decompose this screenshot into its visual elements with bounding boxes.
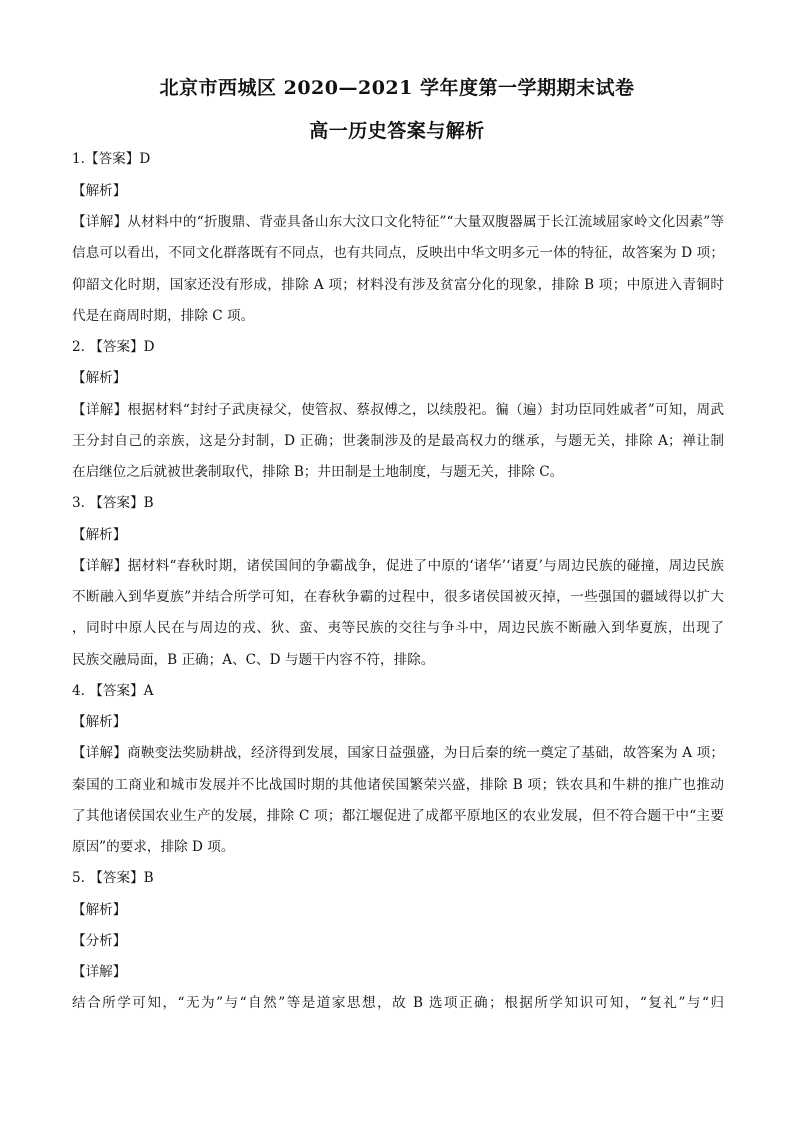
paragraph-line: 【详解】从材料中的“折腹鼎、背壶具备山东大汶口文化特征”“大量双腹器属于长江流域屈家岭文化因素”等 — [72, 214, 724, 230]
analysis-heading: 【解析】 — [72, 183, 127, 199]
paragraph-line: 秦国的工商业和城市发展并不比战国时期的其他诸侯国繁荣兴盛，排除 B 项；铁农具和牛耕的推广也推动 — [72, 777, 724, 793]
paragraph-line: 【详解】根据材料“封纣子武庚禄父，使管叔、蔡叔傅之，以续殷祀。徧（遍）封功臣同姓戚者”可知，周武 — [72, 402, 724, 418]
paragraph-line: ，同时中原人民在与周边的戎、狄、蛮、夷等民族的交往与争斗中，周边民族不断融入到华夏族，出现了 — [72, 620, 724, 636]
analysis-heading: 【详解】 — [72, 964, 127, 980]
paragraph-line: 【详解】商鞅变法奖励耕战，经济得到发展，国家日益强盛，为日后秦的统一奠定了基础，故答案为 A 项； — [72, 745, 724, 761]
paragraph-line: 不断融入到华夏族”并结合所学可知，在春秋争霸的过程中，很多诸侯国被灭掉，一些强国的疆域得以扩大 — [72, 589, 724, 605]
answer-1-label: 1.【答案】D — [72, 151, 151, 167]
answer-4-label: 4. 【答案】A — [72, 683, 154, 699]
paragraph-line: 原因”的要求，排除 D 项。 — [72, 839, 235, 855]
analysis-heading: 【分析】 — [72, 933, 127, 949]
answer-5-label: 5. 【答案】B — [72, 870, 154, 886]
document-subtitle: 高一历史答案与解析 — [309, 120, 485, 142]
answer-3-label: 3. 【答案】B — [72, 495, 154, 511]
document-title: 北京市西城区 2020—2021 学年度第一学期期末试卷 — [159, 77, 635, 99]
paragraph-line: 仰韶文化时期，国家还没有形成，排除 A 项；材料没有涉及贫富分化的现象，排除 B 项；中原进入青铜时 — [72, 277, 724, 293]
paragraph-line: 在启继位之后就被世袭制取代，排除 B；井田制是土地制度，与题无关，排除 C。 — [72, 464, 564, 480]
analysis-heading: 【解析】 — [72, 527, 127, 543]
answer-2-label: 2. 【答案】D — [72, 339, 155, 355]
paragraph-line: 信息可以看出，不同文化群落既有不同点，也有共同点，反映出中华文明多元一体的特征，故答案为 D 项； — [72, 245, 724, 261]
paragraph-line: 民族交融局面，B 正确；A、C、D 与题干内容不符，排除。 — [72, 652, 435, 668]
analysis-heading: 【解析】 — [72, 902, 127, 918]
paragraph-line: 结合所学可知，“无为”与“自然”等是道家思想，故 B 选项正确；根据所学知识可知，“复礼”与“归 — [72, 995, 724, 1011]
paragraph-line: 王分封自己的亲族，这是分封制，D 正确；世袭制涉及的是最高权力的继承，与题无关，排除 A；禅让制 — [72, 433, 724, 449]
paragraph-line: 了其他诸侯国农业生产的发展，排除 C 项；都江堰促进了成都平原地区的农业发展，但不符合题干中“主要 — [72, 808, 724, 824]
analysis-heading: 【解析】 — [72, 370, 127, 386]
analysis-heading: 【解析】 — [72, 714, 127, 730]
paragraph-line: 【详解】据材料“春秋时期，诸侯国间的争霸战争，促进了中原的‘诸华’‘诸夏’与周边民族的碰撞，周边民族 — [72, 558, 724, 574]
paragraph-line: 代是在商周时期，排除 C 项。 — [72, 308, 255, 324]
